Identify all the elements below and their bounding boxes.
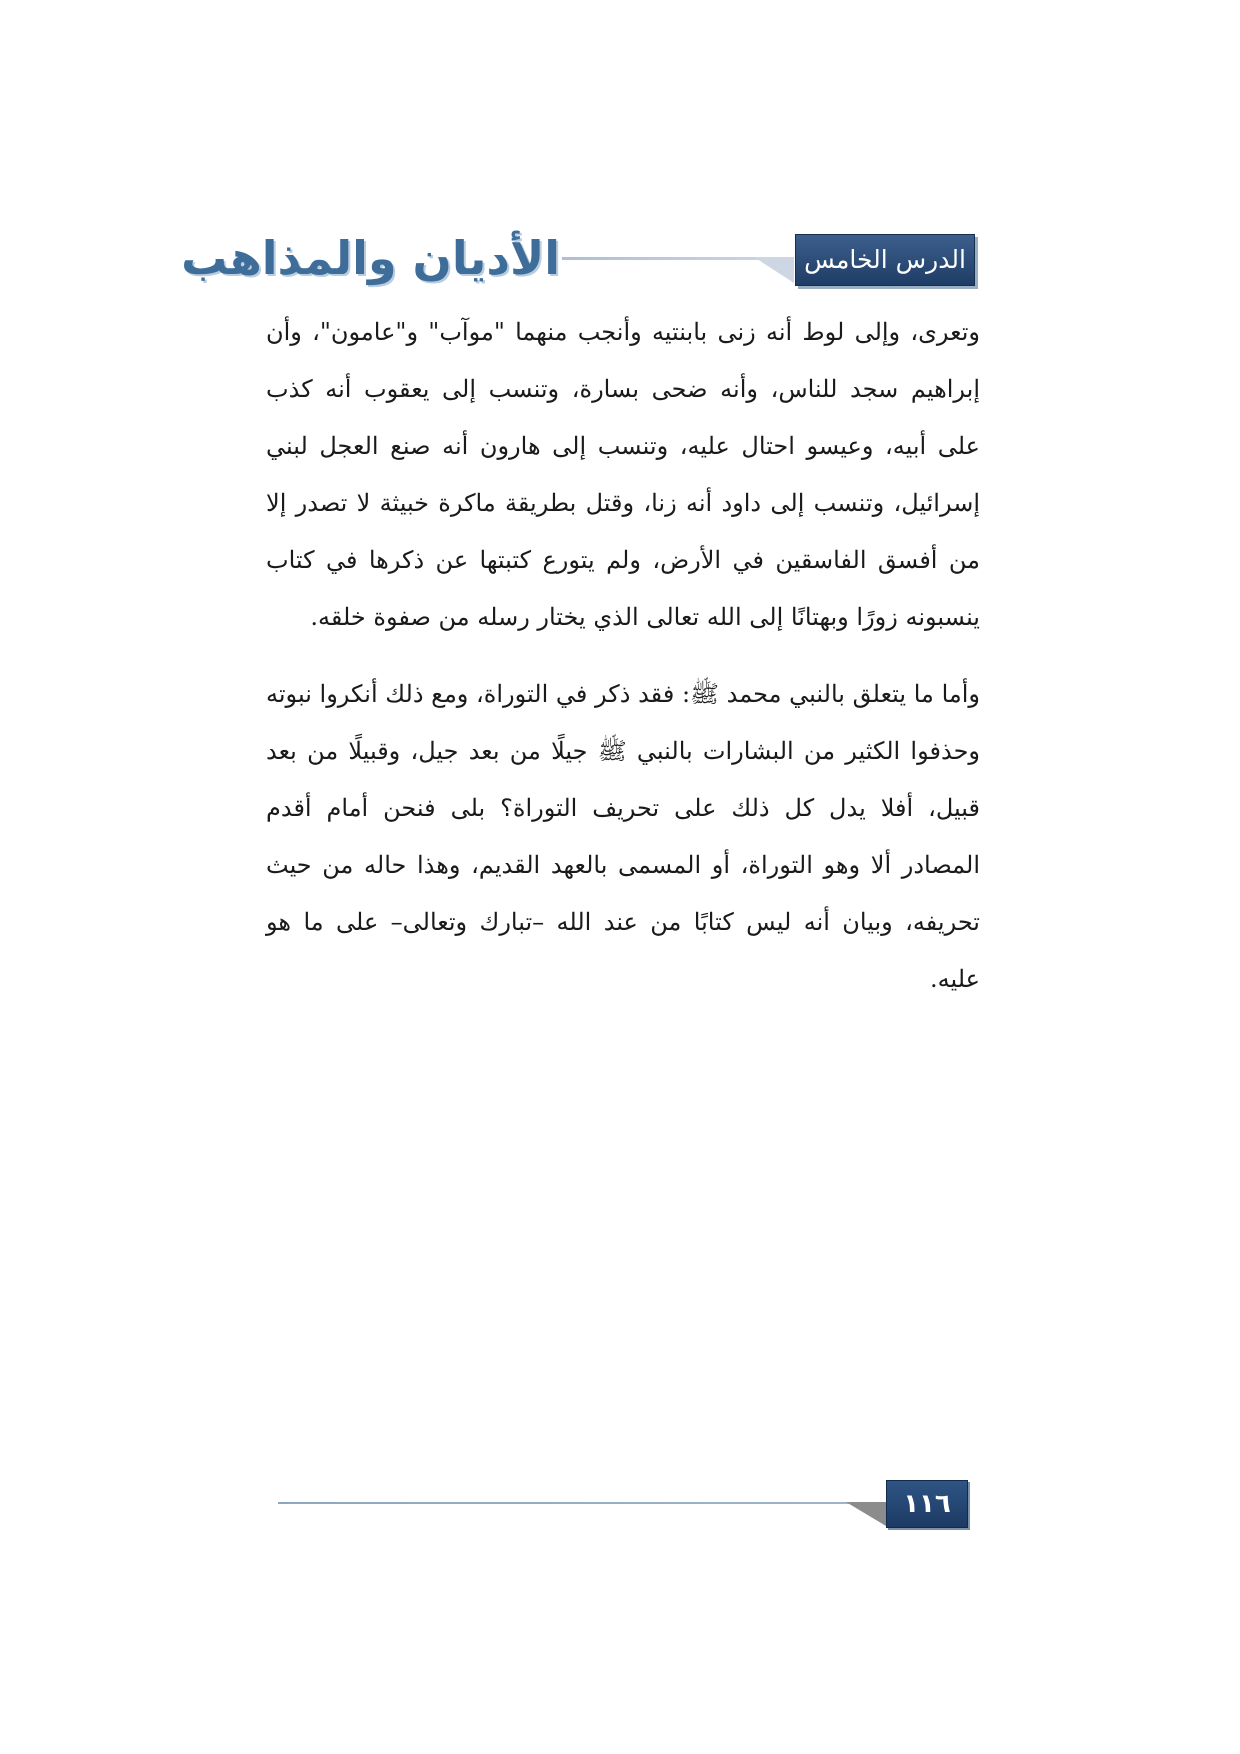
body-paragraph: وأما ما يتعلق بالنبي محمد ﷺ: فقد ذكر في التوراة، ومع ذلك أنكروا نبوته وحذفوا الكثير من البشارات بالنبي ﷺ جيلًا من بعد جيل، وقبيلًا من بعد قبيل، أفلا يدل كل ذلك على تحريف التوراة؟ بلى فنحن أمام أقدم المصادر ألا وهو التوراة، أو المسمى بالعهد القديم، وهذا حاله من حيث تحريفه، وبيان أنه ليس كتابًا من عند الله –تبارك وتعالى– على ما هو عليه. (266, 680, 981, 993)
body-paragraph: وتعرى، وإلى لوط أنه زنى بابنتيه وأنجب منهما "موآب" و"عامون"، وأن إبراهيم سجد للناس، وأنه ضحى بسارة، وتنسب إلى يعقوب أنه كذب على أبيه، وعيسو احتال عليه، وتنسب إلى هارون أنه صنع العجل لبني إسرائيل، وتنسب إلى داود أنه زنا، وقتل بطريقة ماكرة خبيثة لا تصدر إلا من أفسق الفاسقين في الأرض، ولم يتورع كتبتها عن ذكرها في كتاب ينسبونه زورًا وبهتانًا إلى الله تعالى الذي يختار رسله من صفوة خلقه. (266, 318, 980, 631)
lesson-badge: الدرس الخامس (795, 234, 975, 286)
page-body (266, 304, 980, 1028)
footer-divider-wedge (846, 1502, 886, 1526)
page-header (0, 0, 1240, 320)
header-divider-wedge (754, 257, 794, 283)
header-divider-line (562, 257, 766, 260)
footer-divider-line (278, 1502, 858, 1504)
page-number-badge: ١١٦ (886, 1480, 968, 1528)
book-title: الأديان والمذاهب (181, 231, 560, 285)
